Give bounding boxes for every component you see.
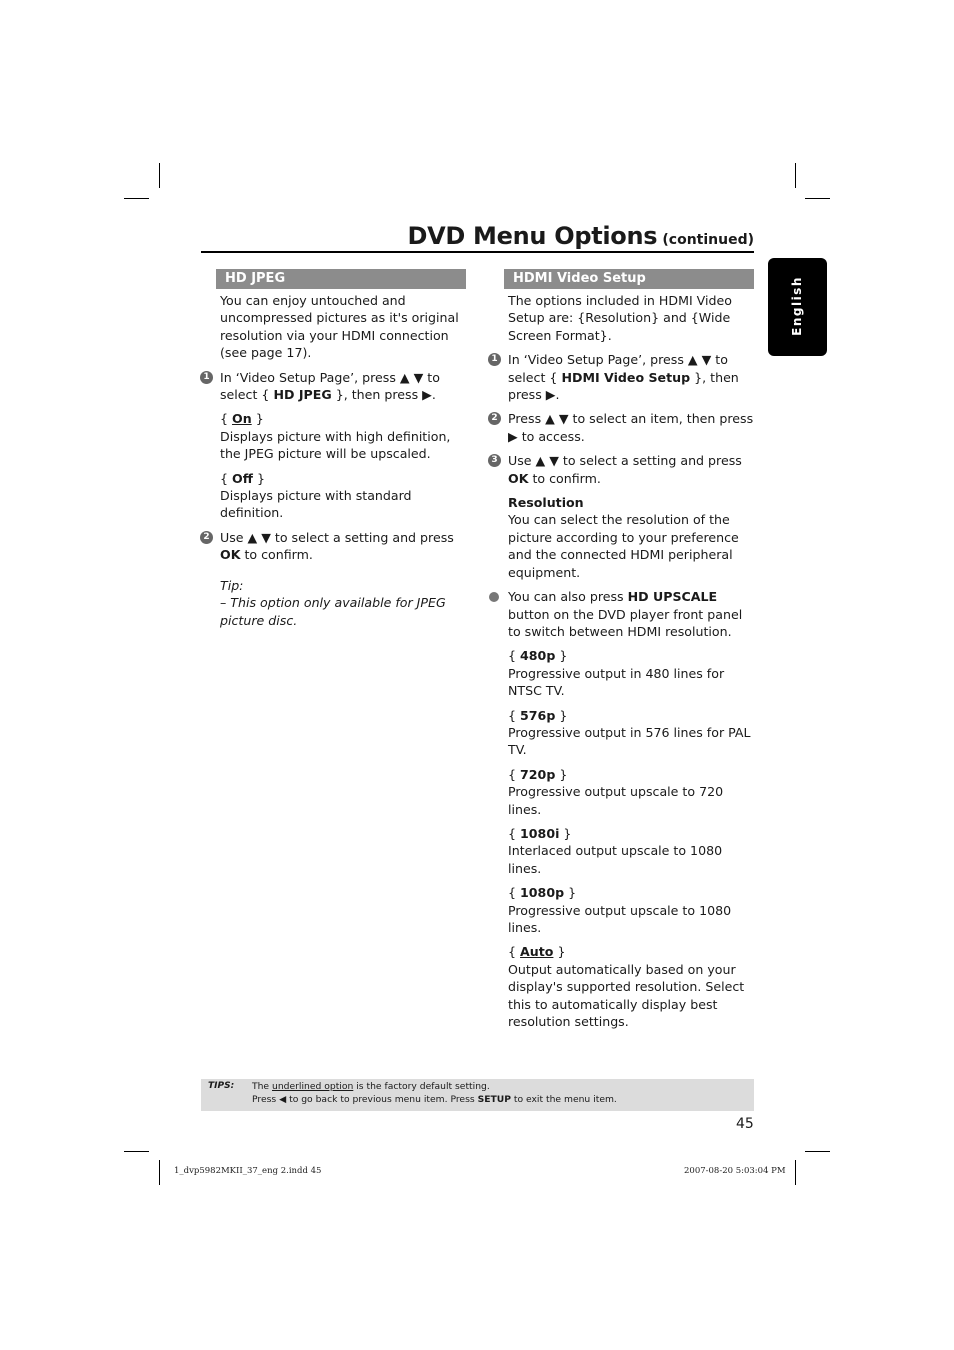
tips-line-2: Press ◀ to go back to previous menu item. Press SETUP to exit the menu item. — [252, 1094, 617, 1105]
section-heading-hd-jpeg: HD JPEG — [216, 269, 466, 289]
resolution-heading: Resolution — [508, 495, 584, 511]
option-off: { Off } — [220, 470, 265, 486]
bullet-text: button on the DVD player front panel to switch between HDMI resolution. — [508, 606, 743, 639]
left-intro: You can enjoy untouched and uncompressed pictures as it's original resolution via your HDMI connection (see page 17). — [220, 293, 459, 361]
crop-mark — [795, 163, 796, 188]
bullet-note — [508, 588, 754, 640]
footer-date: 2007-08-20 5:03:04 PM — [684, 1166, 786, 1176]
option-auto: { Auto } — [508, 944, 566, 960]
step-text: In ‘Video Setup Page’, press ▲ ▼ to select { — [508, 352, 728, 385]
step-number: 3 — [488, 454, 501, 467]
option-1080i: { 1080i } — [508, 825, 572, 841]
option-label: On — [232, 411, 252, 427]
tip-label: Tip: — [220, 577, 244, 593]
option-label: 1080i — [520, 825, 560, 841]
bullet-bold: HD UPSCALE — [627, 589, 718, 605]
bullet-text: You can also press — [508, 589, 624, 605]
tip-text: – This option only available for JPEG picture disc. — [220, 595, 446, 628]
tips-label: TIPS: — [208, 1081, 235, 1091]
right-step-3 — [491, 452, 754, 487]
option-480p: { 480p } — [508, 648, 568, 664]
crop-mark — [124, 198, 149, 199]
footer-file: 1_dvp5982MKII_37_eng 2.indd 45 — [174, 1166, 322, 1176]
tips-box — [201, 1079, 754, 1111]
page-title — [201, 222, 754, 250]
option-label: 1080p — [520, 885, 565, 901]
step-text: to confirm. — [532, 470, 601, 486]
step-text: }, then press ▶. — [335, 387, 436, 403]
title-continued: (continued) — [662, 232, 754, 248]
option-desc: Output automatically based on your display's supported resolution. Select this to automatically display best resolution settings. — [508, 961, 745, 1030]
option-label: 576p — [520, 707, 556, 723]
option-desc: Progressive output upscale to 1080 lines. — [508, 902, 732, 935]
page-number: 45 — [736, 1116, 754, 1132]
left-step-1 — [203, 369, 466, 404]
resolution-desc: You can select the resolution of the picture according to your preference and the connected HDMI peripheral equipment. — [508, 512, 739, 580]
step-bold: HD JPEG — [273, 387, 332, 403]
language-label: English — [790, 276, 804, 336]
tips-underlined: underlined option — [272, 1081, 354, 1092]
option-720p: { 720p } — [508, 766, 568, 782]
step-text: In ‘Video Setup Page’, press ▲ ▼ to select { — [220, 369, 440, 403]
right-column — [491, 292, 754, 1030]
right-intro: The options included in HDMI Video Setup are: {Resolution} and {Wide Screen Format}. — [508, 293, 732, 343]
section-heading-hdmi-video-setup: HDMI Video Setup — [504, 269, 754, 289]
step-text: Press ▲ ▼ to select an item, then press ▶ to access. — [508, 411, 754, 444]
step-number: 1 — [200, 371, 213, 384]
option-label: 480p — [520, 648, 556, 664]
title-main: DVD Menu Options — [407, 222, 658, 250]
option-on: { On } — [220, 411, 264, 427]
option-label: Off — [232, 470, 253, 486]
step-text: }, then press ▶. — [508, 369, 739, 403]
step-number: 2 — [488, 412, 501, 425]
option-desc: Progressive output upscale to 720 lines. — [508, 784, 724, 817]
crop-mark — [124, 1151, 149, 1152]
crop-mark — [805, 198, 830, 199]
language-tab — [768, 258, 827, 356]
option-desc: Progressive output in 576 lines for PAL TV. — [508, 724, 751, 758]
crop-mark — [805, 1151, 830, 1152]
option-on-desc: Displays picture with high definition, the JPEG picture will be upscaled. — [220, 428, 451, 462]
title-rule — [201, 251, 754, 253]
tips-line-1: The underlined option is the factory default setting. — [252, 1081, 490, 1092]
step-bold: OK — [508, 470, 529, 486]
crop-mark — [159, 163, 160, 188]
right-step-2 — [491, 410, 754, 445]
option-desc: Interlaced output upscale to 1080 lines. — [508, 843, 723, 876]
step-bold: OK — [220, 547, 241, 563]
tips-bold: SETUP — [477, 1094, 511, 1105]
option-1080p: { 1080p } — [508, 885, 577, 901]
crop-mark — [159, 1160, 160, 1185]
left-column — [203, 292, 466, 629]
step-number: 2 — [200, 531, 213, 544]
option-off-desc: Displays picture with standard definition. — [220, 488, 412, 521]
option-576p: { 576p } — [508, 707, 568, 723]
step-text: Use ▲ ▼ to select a setting and press — [508, 453, 742, 469]
step-text: Use ▲ ▼ to select a setting and press — [220, 529, 454, 545]
step-text: to confirm. — [244, 547, 313, 563]
right-step-1 — [491, 351, 754, 403]
step-bold: HDMI Video Setup — [561, 369, 691, 385]
step-number: 1 — [488, 353, 501, 366]
option-desc: Progressive output in 480 lines for NTSC TV. — [508, 665, 725, 699]
option-label: Auto — [520, 944, 554, 960]
bullet-icon — [489, 592, 499, 602]
left-step-2 — [203, 529, 466, 564]
crop-mark — [795, 1160, 796, 1185]
option-label: 720p — [520, 766, 556, 782]
